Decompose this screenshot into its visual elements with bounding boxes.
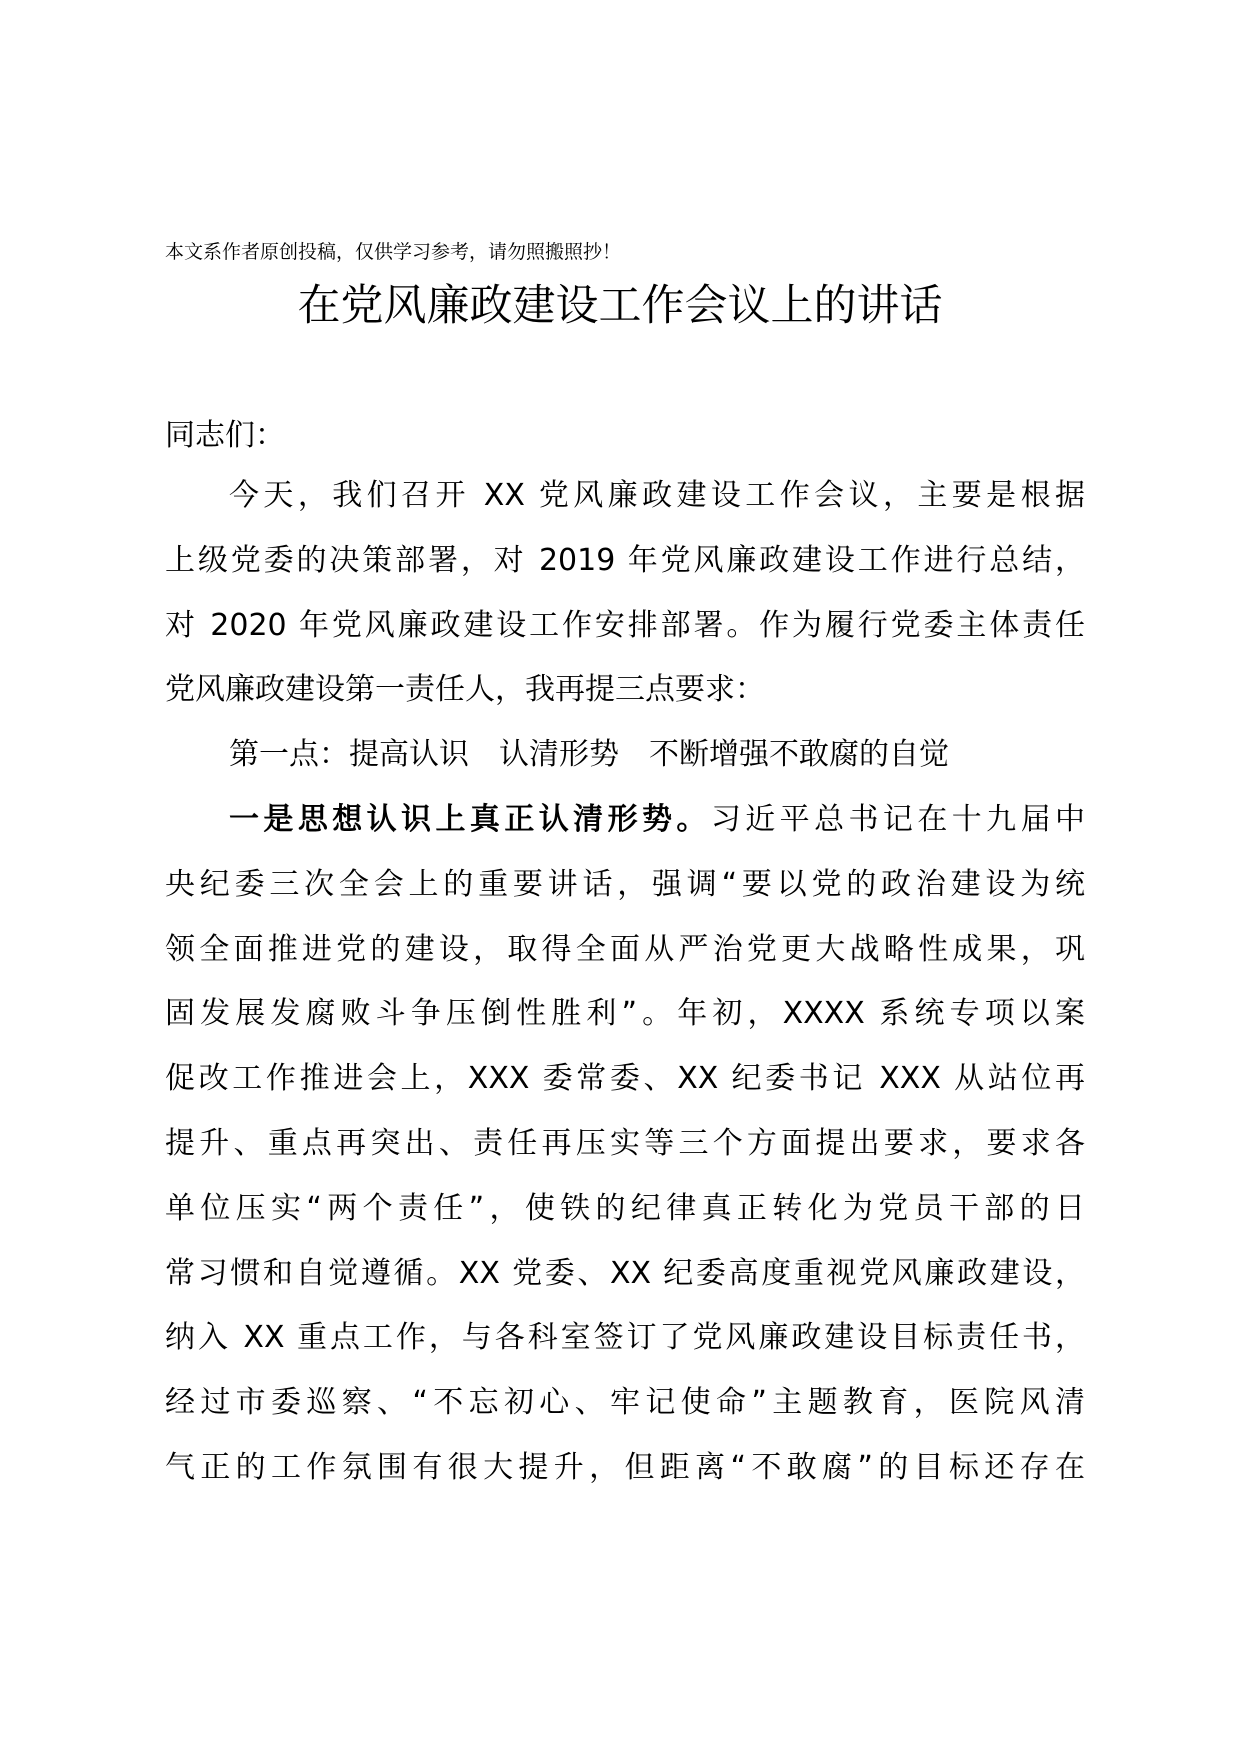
body-line: 单位压实“两个责任”，使铁的纪律真正转化为党员干部的日 xyxy=(165,1190,1085,1226)
body-line: 领全面推进党的建设，取得全面从严治党更大战略性成果，巩 xyxy=(165,931,1085,967)
body-line: 对 2020 年党风廉政建设工作安排部署。作为履行党委主体责任 xyxy=(165,607,1085,643)
copyright-notice: 本文系作者原创投稿，仅供学习参考，请勿照搬照抄！ xyxy=(165,241,622,263)
body-line: 央纪委三次全会上的重要讲话，强调“要以党的政治建设为统 xyxy=(165,866,1085,902)
body-line: 气正的工作氛围有很大提升，但距离“不敢腐”的目标还存在 xyxy=(165,1449,1085,1485)
body-line: 上级党委的决策部署，对 2019 年党风廉政建设工作进行总结， xyxy=(165,542,1085,578)
body-text: 习近平总书记在十九届中 xyxy=(710,801,1086,837)
body-line: 党风廉政建设第一责任人，我再提三点要求： xyxy=(165,672,765,708)
body-line: 固发展发腐败斗争压倒性胜利”。年初，XXXX 系统专项以案 xyxy=(165,996,1085,1032)
body-line: 常习惯和自觉遵循。XX 党委、XX 纪委高度重视党风廉政建设， xyxy=(165,1255,1085,1291)
body-line: 纳入 XX 重点工作，与各科室签订了党风廉政建设目标责任书， xyxy=(165,1320,1085,1356)
body-line: 今天，我们召开 XX 党风廉政建设工作会议，主要是根据 xyxy=(229,478,1085,513)
salutation: 同志们： xyxy=(165,418,285,453)
bold-lead: 一是思想认识上真正认清形势。 xyxy=(229,801,711,837)
section-heading: 第一点：提高认识 认清形势 不断增强不敢腐的自觉 xyxy=(229,737,949,773)
body-line: 经过市委巡察、“不忘初心、牢记使命”主题教育，医院风清 xyxy=(165,1385,1085,1421)
document-title: 在党风廉政建设工作会议上的讲话 xyxy=(297,281,943,331)
body-line: 提升、重点再突出、责任再压实等三个方面提出要求，要求各 xyxy=(165,1125,1085,1161)
document-body xyxy=(165,464,1085,1501)
body-line: 促改工作推进会上，XXX 委常委、XX 纪委书记 XXX 从站位再 xyxy=(165,1061,1085,1097)
body-line xyxy=(165,788,1085,853)
